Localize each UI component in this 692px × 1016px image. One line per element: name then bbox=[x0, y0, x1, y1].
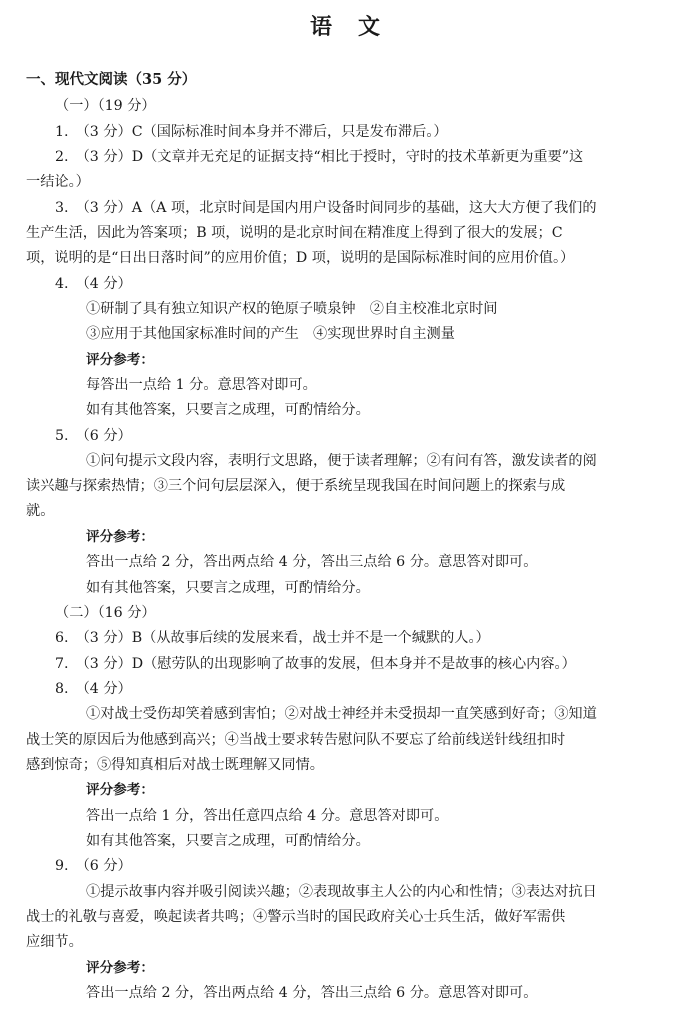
text-line: 2. （3 分）D（文章并无充足的证据支持“相比于授时，守时的技术革新更为重要”这 bbox=[55, 149, 584, 165]
text-line: 战士笑的原因后为他感到高兴；④当战士要求转告慰问队不要忘了给前线送针线纽扣时 bbox=[26, 732, 566, 748]
text-line: 评分参考： bbox=[86, 352, 154, 368]
text-line: （二）（16 分） bbox=[55, 605, 156, 621]
text-line: 项，说明的是“日出日落时间”的应用价值；D 项，说明的是国际标准时间的应用价值。） bbox=[26, 250, 575, 266]
text-line: 答出一点给 1 分，答出任意四点给 4 分。意思答对即可。 bbox=[86, 808, 449, 824]
text-line: ①问句提示文段内容，表明行文思路，便于读者理解；②有问有答，激发读者的阅 bbox=[86, 453, 597, 469]
text-line: （一）（19 分） bbox=[55, 98, 156, 114]
text-line: 评分参考： bbox=[86, 960, 154, 976]
text-line: 读兴趣与探索热情；③三个问句层层深入，便于系统呈现我国在时间问题上的探索与成 bbox=[26, 478, 566, 494]
text-line: 一、现代文阅读（35 分） bbox=[26, 71, 197, 88]
text-line: ③应用于其他国家标准时间的产生 ④实现世界时自主测量 bbox=[86, 326, 455, 342]
text-line: 评分参考： bbox=[86, 782, 154, 798]
text-line: 战士的礼敬与喜爱，唤起读者共鸣；④警示当时的国民政府关心士兵生活，做好军需供 bbox=[26, 909, 566, 925]
text-line: 7. （3 分）D（慰劳队的出现影响了故事的发展，但本身并不是故事的核心内容。） bbox=[55, 656, 576, 672]
text-line: 每答出一点给 1 分。意思答对即可。 bbox=[86, 377, 317, 393]
text-line: ①提示故事内容并吸引阅读兴趣；②表现故事主人公的内心和性情；③表达对抗日 bbox=[86, 884, 597, 900]
text-line: ①研制了具有独立知识产权的铯原子喷泉钟 ②自主校准北京时间 bbox=[86, 301, 498, 317]
text-line: 生产生活，因此为答案项；B 项，说明的是北京时间在精准度上得到了很大的发展；C bbox=[26, 225, 563, 241]
text-line: 8. （4 分） bbox=[55, 681, 132, 697]
text-line: 3. （3 分）A（A 项，北京时间是国内用户设备时间同步的基础，这大大方便了我们的 bbox=[55, 200, 597, 216]
text-line: 如有其他答案，只要言之成理，可酌情给分。 bbox=[86, 580, 370, 596]
text-line: 如有其他答案，只要言之成理，可酌情给分。 bbox=[86, 402, 370, 418]
text-line: 评分参考： bbox=[86, 529, 154, 545]
text-line: ①对战士受伤却笑着感到害怕；②对战士神经并未受损却一直笑感到好奇；③知道 bbox=[86, 706, 597, 722]
text-line: 就。 bbox=[26, 503, 55, 519]
text-line: 5. （6 分） bbox=[55, 428, 132, 444]
text-line: 9. （6 分） bbox=[55, 858, 132, 874]
text-line: 4. （4 分） bbox=[55, 276, 132, 292]
text-line: 如有其他答案，只要言之成理，可酌情给分。 bbox=[86, 833, 370, 849]
text-line: 应细节。 bbox=[26, 934, 83, 950]
text-line: 答出一点给 2 分，答出两点给 4 分，答出三点给 6 分。意思答对即可。 bbox=[86, 554, 538, 570]
text-line: 感到惊奇；⑤得知真相后对战士既理解又同情。 bbox=[26, 757, 324, 773]
text-line: 1. （3 分）C（国际标准时间本身并不滞后，只是发布滞后。） bbox=[55, 124, 448, 140]
text-line: 一结论。） bbox=[26, 174, 90, 190]
text-line: 答出一点给 2 分，答出两点给 4 分，答出三点给 6 分。意思答对即可。 bbox=[86, 985, 538, 1001]
text-line: 6. （3 分）B（从故事后续的发展来看，战士并不是一个缄默的人。） bbox=[55, 630, 490, 646]
page-title: 语 文 bbox=[309, 14, 382, 40]
